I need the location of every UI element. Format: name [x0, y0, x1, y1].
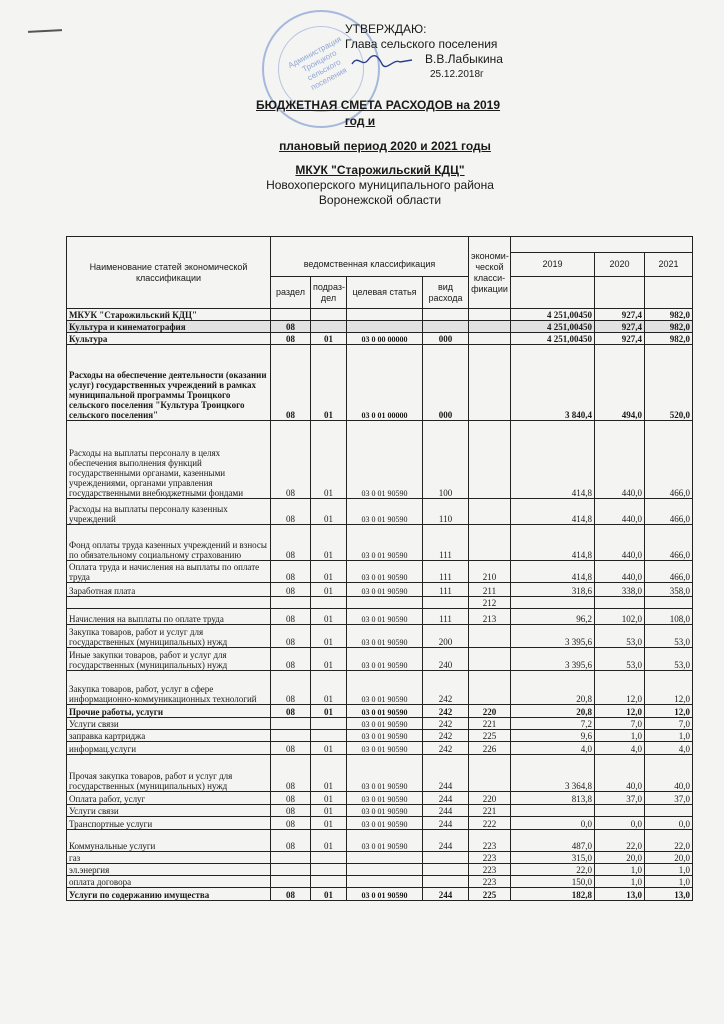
row-2019: 3 395,6 — [511, 625, 595, 648]
row-podrazdel — [311, 876, 347, 888]
org-region: Воронежской области — [318, 193, 442, 207]
row-target — [347, 321, 423, 333]
row-name: Услуги связи — [67, 805, 271, 817]
row-target: 03 0 01 90590 — [347, 792, 423, 805]
row-podrazdel: 01 — [311, 742, 347, 755]
row-2021: 466,0 — [645, 525, 693, 561]
row-razdel: 08 — [271, 561, 311, 583]
row-podrazdel — [311, 864, 347, 876]
row-razdel: 08 — [271, 888, 311, 901]
header-2020: 2020 — [595, 253, 645, 277]
row-2020: 4,0 — [595, 742, 645, 755]
row-econ: 223 — [469, 830, 511, 852]
table-row — [67, 805, 693, 817]
table-row — [67, 718, 693, 730]
row-2020: 53,0 — [595, 625, 645, 648]
doc-subtitle: плановый период 2020 и 2021 годы — [279, 139, 491, 153]
row-target: 03 0 01 00000 — [347, 345, 423, 421]
row-name: Начисления на выплаты по оплате труда — [67, 609, 271, 625]
row-econ — [469, 309, 511, 321]
row-2020: 440,0 — [595, 499, 645, 525]
row-2020: 1,0 — [595, 730, 645, 742]
row-target — [347, 876, 423, 888]
row-2021: 982,0 — [645, 309, 693, 321]
table-row — [67, 817, 693, 830]
row-2020: 440,0 — [595, 561, 645, 583]
row-name: Прочая закупка товаров, работ и услуг для государственных (муниципальных) нужд — [67, 755, 271, 792]
row-2019: 4 251,00450 — [511, 321, 595, 333]
row-2021: 4,0 — [645, 742, 693, 755]
row-podrazdel: 01 — [311, 525, 347, 561]
row-vid — [423, 852, 469, 864]
header-name: Наименование статей экономической классификации — [67, 237, 271, 309]
row-razdel: 08 — [271, 333, 311, 345]
table-row — [67, 755, 693, 792]
row-econ — [469, 755, 511, 792]
row-2021: 1,0 — [645, 876, 693, 888]
row-vid: 242 — [423, 718, 469, 730]
row-name: газ — [67, 852, 271, 864]
row-2020: 927,4 — [595, 333, 645, 345]
row-2020: 1,0 — [595, 864, 645, 876]
row-target — [347, 309, 423, 321]
doc-title-line2: год и — [344, 114, 376, 128]
row-2019: 20,8 — [511, 671, 595, 705]
row-econ: 212 — [469, 597, 511, 609]
row-2019: 7,2 — [511, 718, 595, 730]
row-vid: 242 — [423, 705, 469, 718]
row-2019: 318,6 — [511, 583, 595, 597]
row-econ: 225 — [469, 730, 511, 742]
row-name: Культура и кинематография — [67, 321, 271, 333]
row-2020: 1,0 — [595, 876, 645, 888]
row-econ: 225 — [469, 888, 511, 901]
row-target: 03 0 01 90590 — [347, 671, 423, 705]
row-2019: 813,8 — [511, 792, 595, 805]
row-econ: 211 — [469, 583, 511, 597]
row-2020: 12,0 — [595, 705, 645, 718]
row-name: эл.энергия — [67, 864, 271, 876]
row-target: 03 0 01 90590 — [347, 705, 423, 718]
row-name: Закупка товаров, работ и услуг для государственных (муниципальных) нужд — [67, 625, 271, 648]
row-2019: 4 251,00450 — [511, 309, 595, 321]
row-name: Закупка товаров, работ, услуг в сфере информационно-коммуникационных технологий — [67, 671, 271, 705]
row-2020 — [595, 805, 645, 817]
row-2020: 20,0 — [595, 852, 645, 864]
row-name: Фонд оплаты труда казенных учреждений и взносы по обязательному социальному страхованию — [67, 525, 271, 561]
row-podrazdel: 01 — [311, 792, 347, 805]
row-target: 03 0 01 90590 — [347, 648, 423, 671]
row-target: 03 0 01 90590 — [347, 888, 423, 901]
table-row — [67, 648, 693, 671]
row-target: 03 0 01 90590 — [347, 499, 423, 525]
row-target: 03 0 01 90590 — [347, 583, 423, 597]
table-row — [67, 345, 693, 421]
row-2019: 4 251,00450 — [511, 333, 595, 345]
header-econ: экономи- ческой класси- фикации — [469, 237, 511, 309]
row-podrazdel — [311, 321, 347, 333]
table-row — [67, 525, 693, 561]
table-row — [67, 561, 693, 583]
row-2021: 12,0 — [645, 671, 693, 705]
row-econ: 223 — [469, 852, 511, 864]
row-target — [347, 852, 423, 864]
row-podrazdel: 01 — [311, 805, 347, 817]
row-name: Оплата труда и начисления на выплаты по оплате труда — [67, 561, 271, 583]
table-row — [67, 625, 693, 648]
row-razdel: 08 — [271, 499, 311, 525]
row-razdel: 08 — [271, 321, 311, 333]
row-2020: 927,4 — [595, 321, 645, 333]
row-podrazdel: 01 — [311, 888, 347, 901]
table-row — [67, 309, 693, 321]
row-target: 03 0 01 90590 — [347, 421, 423, 499]
table-row — [67, 671, 693, 705]
row-econ: 213 — [469, 609, 511, 625]
row-2021: 466,0 — [645, 561, 693, 583]
row-2020: 338,0 — [595, 583, 645, 597]
row-vid — [423, 864, 469, 876]
row-econ: 220 — [469, 705, 511, 718]
org-name: МКУК "Старожильский КДЦ" — [295, 163, 465, 177]
row-name: МКУК "Старожильский КДЦ" — [67, 309, 271, 321]
row-2020: 40,0 — [595, 755, 645, 792]
row-econ — [469, 671, 511, 705]
row-vid: 000 — [423, 345, 469, 421]
row-target — [347, 864, 423, 876]
row-2019: 3 364,8 — [511, 755, 595, 792]
row-razdel: 08 — [271, 671, 311, 705]
table-row — [67, 421, 693, 499]
row-podrazdel: 01 — [311, 421, 347, 499]
row-econ — [469, 321, 511, 333]
row-vid: 240 — [423, 648, 469, 671]
row-2021: 358,0 — [645, 583, 693, 597]
row-target: 03 0 01 90590 — [347, 817, 423, 830]
row-target: 03 0 01 90590 — [347, 525, 423, 561]
row-name: Культура — [67, 333, 271, 345]
row-2020: 37,0 — [595, 792, 645, 805]
row-vid — [423, 597, 469, 609]
row-podrazdel — [311, 852, 347, 864]
row-econ — [469, 648, 511, 671]
approve-label: УТВЕРЖДАЮ: — [345, 22, 427, 36]
row-econ: 223 — [469, 864, 511, 876]
row-vid: 244 — [423, 792, 469, 805]
row-econ — [469, 345, 511, 421]
row-econ: 223 — [469, 876, 511, 888]
budget-table — [66, 236, 693, 901]
row-2019 — [511, 805, 595, 817]
row-name — [67, 597, 271, 609]
table-row — [67, 830, 693, 852]
row-razdel — [271, 876, 311, 888]
row-2019: 414,8 — [511, 421, 595, 499]
row-vid: 242 — [423, 671, 469, 705]
row-razdel: 08 — [271, 817, 311, 830]
row-2021: 40,0 — [645, 755, 693, 792]
row-razdel: 08 — [271, 345, 311, 421]
row-2019: 4,0 — [511, 742, 595, 755]
row-vid: 111 — [423, 561, 469, 583]
row-2019: 20,8 — [511, 705, 595, 718]
row-2021 — [645, 597, 693, 609]
signature — [350, 52, 414, 70]
row-econ — [469, 625, 511, 648]
row-razdel — [271, 309, 311, 321]
row-2021: 12,0 — [645, 705, 693, 718]
row-2019: 414,8 — [511, 561, 595, 583]
row-target: 03 0 01 90590 — [347, 742, 423, 755]
row-econ — [469, 499, 511, 525]
row-name: заправка картриджа — [67, 730, 271, 742]
row-2021: 466,0 — [645, 499, 693, 525]
table-row — [67, 876, 693, 888]
row-2021: 7,0 — [645, 718, 693, 730]
row-2020: 0,0 — [595, 817, 645, 830]
row-vid: 111 — [423, 525, 469, 561]
table-row — [67, 888, 693, 901]
row-target: 03 0 00 00000 — [347, 333, 423, 345]
row-name: Расходы на выплаты персоналу в целях обеспечения выполнения функций государственными органами, казенными учреждениями, органами управления государственными внебюджетными фондами — [67, 421, 271, 499]
row-vid: 244 — [423, 830, 469, 852]
row-name: Заработная плата — [67, 583, 271, 597]
row-vid: 244 — [423, 888, 469, 901]
row-podrazdel: 01 — [311, 705, 347, 718]
row-2019: 182,8 — [511, 888, 595, 901]
table-row — [67, 321, 693, 333]
row-podrazdel: 01 — [311, 499, 347, 525]
row-razdel: 08 — [271, 583, 311, 597]
row-2021: 20,0 — [645, 852, 693, 864]
row-podrazdel: 01 — [311, 671, 347, 705]
row-2021: 53,0 — [645, 648, 693, 671]
table-row — [67, 852, 693, 864]
row-vid — [423, 321, 469, 333]
row-razdel: 08 — [271, 609, 311, 625]
row-econ: 221 — [469, 718, 511, 730]
row-vid — [423, 876, 469, 888]
row-name: Расходы на обеспечение деятельности (оказании услуг) государственных учреждений в рамках муниципальной программы Троицкого сельского поселения "Культура Троицкого сельского поселения" — [67, 345, 271, 421]
row-2020 — [595, 597, 645, 609]
row-razdel: 08 — [271, 648, 311, 671]
row-2020: 12,0 — [595, 671, 645, 705]
row-vid: 244 — [423, 817, 469, 830]
row-target: 03 0 01 90590 — [347, 730, 423, 742]
row-name: Транспортные услуги — [67, 817, 271, 830]
org-district: Новохоперского муниципального района — [266, 178, 494, 192]
row-vid: 111 — [423, 583, 469, 597]
row-razdel: 08 — [271, 742, 311, 755]
row-razdel — [271, 597, 311, 609]
corner-mark — [28, 29, 62, 33]
row-razdel: 08 — [271, 421, 311, 499]
row-2021: 982,0 — [645, 333, 693, 345]
row-razdel: 08 — [271, 805, 311, 817]
row-2020: 494,0 — [595, 345, 645, 421]
row-name: информац.услуги — [67, 742, 271, 755]
row-name: Услуги по содержанию имущества — [67, 888, 271, 901]
row-podrazdel: 01 — [311, 625, 347, 648]
row-name: Услуги связи — [67, 718, 271, 730]
header-vid: вид расхода — [423, 277, 469, 309]
row-2020: 22,0 — [595, 830, 645, 852]
row-2020: 440,0 — [595, 421, 645, 499]
header-target: целевая статья — [347, 277, 423, 309]
row-name: Коммунальные услуги — [67, 830, 271, 852]
row-podrazdel: 01 — [311, 333, 347, 345]
row-vid: 110 — [423, 499, 469, 525]
row-vid: 111 — [423, 609, 469, 625]
row-name: оплата договора — [67, 876, 271, 888]
row-2020: 927,4 — [595, 309, 645, 321]
row-2021: 1,0 — [645, 730, 693, 742]
row-razdel: 08 — [271, 792, 311, 805]
row-2019: 315,0 — [511, 852, 595, 864]
row-econ — [469, 525, 511, 561]
row-2021: 0,0 — [645, 817, 693, 830]
row-econ — [469, 333, 511, 345]
row-podrazdel: 01 — [311, 345, 347, 421]
row-2020: 53,0 — [595, 648, 645, 671]
row-econ: 210 — [469, 561, 511, 583]
row-target: 03 0 01 90590 — [347, 830, 423, 852]
row-target: 03 0 01 90590 — [347, 561, 423, 583]
row-2021: 1,0 — [645, 864, 693, 876]
table-row — [67, 730, 693, 742]
row-2021: 108,0 — [645, 609, 693, 625]
row-econ — [469, 421, 511, 499]
row-2021 — [645, 805, 693, 817]
row-razdel — [271, 718, 311, 730]
row-target: 03 0 01 90590 — [347, 805, 423, 817]
row-podrazdel: 01 — [311, 755, 347, 792]
stamp-text: Администрация Троицкого сельского поселения — [286, 34, 349, 93]
row-vid: 244 — [423, 755, 469, 792]
row-vid: 100 — [423, 421, 469, 499]
row-podrazdel: 01 — [311, 609, 347, 625]
header-dept: ведомственная классификация — [271, 253, 469, 277]
row-podrazdel — [311, 718, 347, 730]
table-row — [67, 742, 693, 755]
row-2021: 22,0 — [645, 830, 693, 852]
row-2019: 9,6 — [511, 730, 595, 742]
row-name: Оплата работ, услуг — [67, 792, 271, 805]
row-razdel: 08 — [271, 830, 311, 852]
doc-title: БЮДЖЕТНАЯ СМЕТА РАСХОДОВ на 2019 — [255, 98, 501, 112]
row-target — [347, 597, 423, 609]
row-podrazdel — [311, 730, 347, 742]
header-podrazdel: подраз- дел — [311, 277, 347, 309]
row-razdel — [271, 852, 311, 864]
row-2019: 3 395,6 — [511, 648, 595, 671]
row-vid: 242 — [423, 730, 469, 742]
row-2021: 466,0 — [645, 421, 693, 499]
row-econ: 221 — [469, 805, 511, 817]
row-name: Прочие работы, услуги — [67, 705, 271, 718]
header-2019: 2019 — [511, 253, 595, 277]
row-2019: 96,2 — [511, 609, 595, 625]
row-2019: 22,0 — [511, 864, 595, 876]
approver-name: В.В.Лабыкина — [425, 52, 503, 66]
row-razdel — [271, 864, 311, 876]
approval-date: 25.12.2018г — [430, 69, 484, 80]
table-row — [67, 792, 693, 805]
row-2021: 53,0 — [645, 625, 693, 648]
row-podrazdel — [311, 597, 347, 609]
row-2021: 982,0 — [645, 321, 693, 333]
approver-position: Глава сельского поселения — [345, 37, 498, 51]
row-econ: 222 — [469, 817, 511, 830]
row-podrazdel: 01 — [311, 561, 347, 583]
row-target: 03 0 01 90590 — [347, 625, 423, 648]
row-2019: 0,0 — [511, 817, 595, 830]
row-2020: 13,0 — [595, 888, 645, 901]
row-2019: 414,8 — [511, 499, 595, 525]
row-razdel: 08 — [271, 705, 311, 718]
header-2021: 2021 — [645, 253, 693, 277]
row-razdel: 08 — [271, 525, 311, 561]
table-row — [67, 864, 693, 876]
table-row — [67, 333, 693, 345]
row-2019: 487,0 — [511, 830, 595, 852]
row-econ: 220 — [469, 792, 511, 805]
row-2019: 3 840,4 — [511, 345, 595, 421]
row-podrazdel: 01 — [311, 648, 347, 671]
row-2019 — [511, 597, 595, 609]
row-econ: 226 — [469, 742, 511, 755]
table-row — [67, 609, 693, 625]
table-row — [67, 705, 693, 718]
row-target: 03 0 01 90590 — [347, 755, 423, 792]
table-row — [67, 583, 693, 597]
row-2021: 37,0 — [645, 792, 693, 805]
header-razdel: раздел — [271, 277, 311, 309]
table-row — [67, 597, 693, 609]
row-2020: 102,0 — [595, 609, 645, 625]
row-razdel — [271, 730, 311, 742]
row-razdel: 08 — [271, 625, 311, 648]
row-podrazdel — [311, 309, 347, 321]
row-vid — [423, 309, 469, 321]
row-2021: 13,0 — [645, 888, 693, 901]
table-row — [67, 499, 693, 525]
row-podrazdel: 01 — [311, 817, 347, 830]
row-2019: 150,0 — [511, 876, 595, 888]
row-podrazdel: 01 — [311, 830, 347, 852]
row-2019: 414,8 — [511, 525, 595, 561]
row-vid: 000 — [423, 333, 469, 345]
row-target: 03 0 01 90590 — [347, 609, 423, 625]
row-razdel: 08 — [271, 755, 311, 792]
row-podrazdel: 01 — [311, 583, 347, 597]
row-name: Иные закупки товаров, работ и услуг для государственных (муниципальных) нужд — [67, 648, 271, 671]
row-2021: 520,0 — [645, 345, 693, 421]
row-target: 03 0 01 90590 — [347, 718, 423, 730]
row-vid: 200 — [423, 625, 469, 648]
row-2020: 7,0 — [595, 718, 645, 730]
row-2020: 440,0 — [595, 525, 645, 561]
row-vid: 242 — [423, 742, 469, 755]
row-name: Расходы на выплаты персоналу казенных учреждений — [67, 499, 271, 525]
row-vid: 244 — [423, 805, 469, 817]
